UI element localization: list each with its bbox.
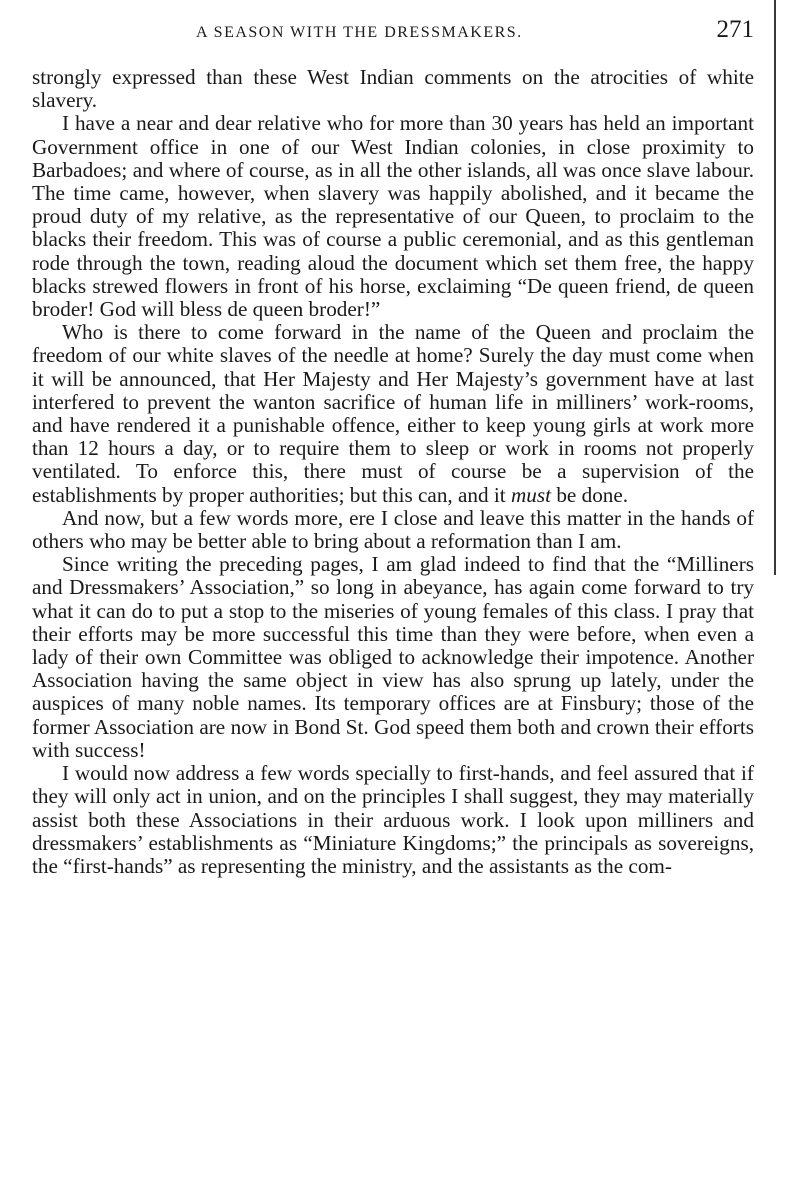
paragraph-and-now: And now, but a few words more, ere I close and leave this matter in the hands of others who may be better able to bring about a reformation than I am. — [32, 505, 754, 554]
running-head — [32, 16, 754, 50]
paragraph-who-text-after: be done. — [551, 482, 629, 507]
page-number: 271 — [716, 16, 754, 43]
paragraph-relative: I have a near and dear relative who for more than 30 years has held an important Government office in one of our West Indian colonies, in close proximity to Barbadoes; and where of course, as in all the other islands, all was once slave labour. The time came, however, when slavery was happily abolished, and it became the proud duty of my relative, as the representative of our Queen, to proclaim to the blacks their freedom. This was of course a public ceremonial, and as this gentleman rode through the town, reading aloud the document which set them free, the happy blacks strewed flowers in front of his horse, exclaiming “De queen friend, de queen broder! God will bless de queen broder!” — [32, 111, 754, 322]
body-text — [32, 66, 754, 878]
page-edge-line — [774, 0, 776, 575]
paragraph-first-hands: I would now address a few words specially to first-hands, and feel assured that if they will only act in union, and on the principles I shall suggest, they may materially assist both these Associations in their arduous work. I look upon milliners and dressmakers’ establishments as “Miniature Kingdoms;” the principals as sovereigns, the “first-hands” as representing the ministry, and the assistants as the com- — [32, 761, 754, 878]
paragraph-continuation: strongly expressed than these West Indian comments on the atrocities of white slavery. — [32, 65, 754, 113]
paragraph-who-text-before: Who is there to come forward in the name of the Queen and proclaim the freedom of our white slaves of the needle at home? Surely the day must come when it will be announced, that Her Majesty and Her Majesty’s government have at last interfered to prevent the wanton sacrifice of human life in milliners’ work-rooms, and have rendered it a punishable offence, either to keep young girls at work more than 12 hours a day, or to require them to sleep or work in rooms not properly ventilated. To enforce this, there must of course be a supervision of the establishments by proper authorities; but this can, and it — [32, 320, 754, 507]
emphasis-must: must — [511, 482, 552, 507]
paragraph-since-writing: Since writing the preceding pages, I am glad indeed to find that the “Milliners and Dressmakers’ Association,” so long in abeyance, has again come forward to try what it can do to put a stop to the miseries of young females of this class. I pray that their efforts may be more successful this time than they were before, when even a lady of their own Committee was obliged to acknowledge their impotence. Another Association having the same object in view has also sprung up lately, under the auspices of many noble names. Its temporary offices are at Finsbury; those of the former Association are now in Bond St. God speed them both and crown their efforts with success! — [32, 552, 754, 762]
running-title: A SEASON WITH THE DRESSMAKERS. — [196, 24, 523, 41]
paragraph-who-is-there — [32, 321, 754, 507]
